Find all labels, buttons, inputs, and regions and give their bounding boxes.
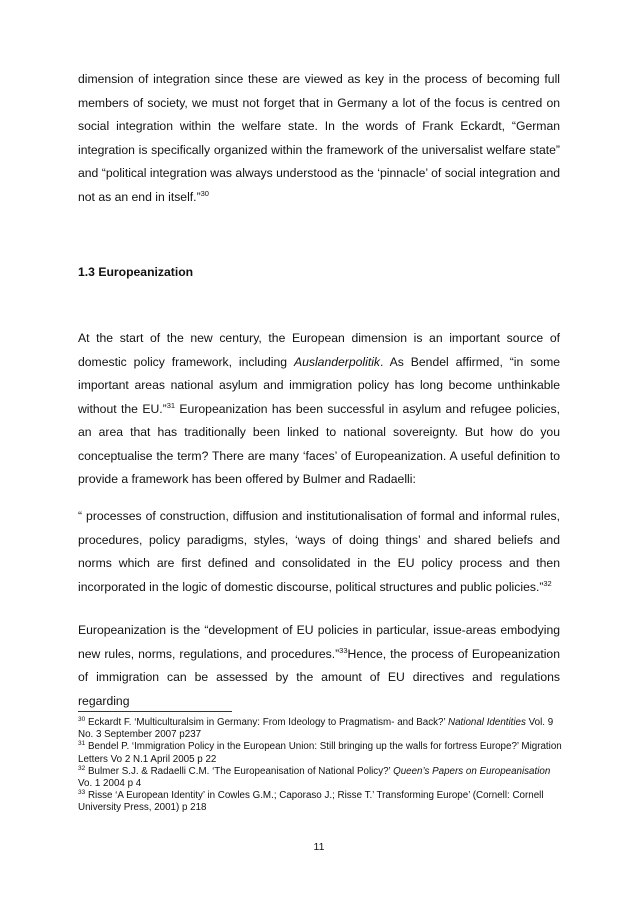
page-number: 11 (313, 841, 325, 853)
footnote-ref-32: 32 (543, 578, 552, 588)
footnote-ref-33: 33 (339, 645, 348, 655)
footnote-ref-31: 31 (166, 400, 176, 410)
paragraph-2-part1: At the start of the new century, the European dimension is an important source of domestic policy framework, including (78, 331, 560, 369)
footnote-number: 30 (78, 716, 86, 723)
footnote-number: 32 (78, 764, 86, 772)
footnote-divider (78, 711, 232, 712)
footnote-33 (78, 790, 564, 814)
paragraph-1-text: dimension of integration since these are viewed as key in the process of becoming full members of society, we must not forget that in Germany a lot of the focus is centred on social integration within the welfare state. In the words of Frank Eckardt, “German integration is specifically organized within the framework of the universalist welfare state” and “political integration was always understood as the ‘pinnacle’ of social integration and not as an end in itself.” (78, 72, 560, 204)
quote-text: “ processes of construction, diffusion and institutionalisation of formal and informal rules, procedures, policy paradigms, styles, ‘ways of doing things’ and shared beliefs and norms which are first defined and consolidated in the EU policy process and then incorporated in the logic of domestic discourse, political structures and public policies.” (78, 509, 560, 594)
paragraph-3-part2: Hence, the process of Europeanization of immigration can be assessed by the amount of EU directives and regulations regarding (78, 646, 560, 708)
paragraph-2-part3: Europeanization has been successful in asylum and refugee policies, an area that has traditionally been linked to national sovereignty. But how do you conceptualise the term? There are many ‘faces’ of Europeanization. A useful definition to provide a framework has been offered by Bulmer and Radaelli: (78, 401, 560, 486)
footnote-italic: Queen’s Papers on Europeanisation (393, 765, 551, 777)
footnote-text-end: Vol. 9 No. 3 September 2007 p237 (78, 717, 554, 741)
paragraph-2-italic-term: Auslanderpolitik (293, 354, 381, 369)
footnote-number: 31 (78, 740, 86, 748)
footnote-number: 33 (78, 789, 86, 797)
block-quote (78, 505, 560, 599)
footnote-ref-30: 30 (200, 188, 209, 198)
paragraph-1 (78, 68, 560, 209)
footnote-text: Bendel P. ‘Immigration Policy in the European Union: Still bringing up the walls for fortress Europe?’ Migration Letters Vo 2 N.1 April 2005 p 22 (78, 741, 562, 765)
footnote-31 (78, 741, 564, 765)
footnote-italic: National Identities (448, 717, 526, 728)
footnote-text: Bulmer S.J. & Radaelli C.M. ‘The Europeanisation of National Policy?’ (85, 765, 394, 777)
footnote-text-end: Vo. 1 2004 p 4 (78, 778, 142, 790)
paragraph-2 (78, 327, 560, 492)
footnote-30 (78, 717, 564, 741)
footnote-text: Risse ‘A European Identity’ in Cowles G.M.; Caporaso J.; Risse T.’ Transforming Europe’ (Cornell: Cornell University Press, 2001) p 218 (78, 790, 544, 814)
paragraph-3-part1: Europeanization is the “development of EU policies in particular, issue-areas embodying new rules, norms, regulations, and procedures.” (78, 623, 560, 661)
paragraph-3 (78, 619, 560, 713)
footnote-32 (78, 766, 564, 790)
footnote-text: Eckardt F. ‘Multiculturalsim in Germany: From Ideology to Pragmatism- and Back?’ (85, 717, 449, 728)
footnotes (78, 717, 564, 815)
paragraph-2-part2: . As Bendel affirmed, “in some important areas national asylum and immigration policy has long become unthinkable without the EU.” (78, 354, 560, 416)
section-heading: 1.3 Europeanization (78, 265, 194, 279)
